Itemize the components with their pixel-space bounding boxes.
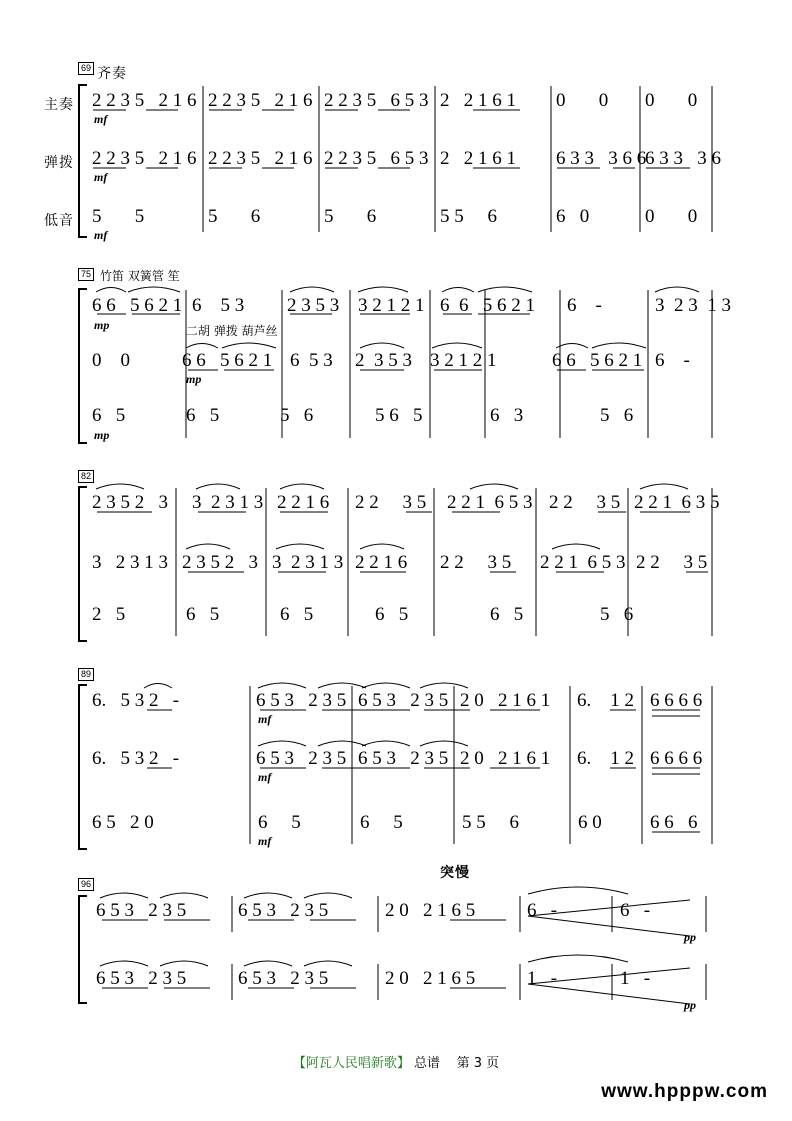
notes-lead-5-m1: 6 5 3 2 3 5 bbox=[96, 900, 187, 921]
notes-bass-2-m3: 5 6 bbox=[280, 405, 314, 426]
part-label-pluck-1: 弹拨 bbox=[44, 155, 74, 171]
notes-pluck-4-m4: 2 0 2 1 6 1 bbox=[460, 748, 551, 769]
notes-pluck-3-m4: 2 2 1 6 bbox=[355, 552, 408, 573]
dynamic-lead-2: mp bbox=[94, 318, 110, 332]
notes-lead-2-m2: 6 5 3 bbox=[192, 295, 245, 316]
notes-bass-3-m2: 6 5 bbox=[186, 604, 220, 625]
footer-title: 【阿瓦人民唱新歌】 bbox=[292, 1056, 410, 1071]
instrument-group-mid-2: 二胡 弹拨 葫芦丝 bbox=[186, 324, 278, 338]
notes-pluck-1-m2: 2 2 3 5 2 1 6 bbox=[208, 148, 313, 169]
notes-lead-2-m5: 6 6 5 6 2 1 bbox=[440, 295, 535, 316]
notes-lead-3-m5: 2 2 1 6 5 3 bbox=[447, 492, 533, 513]
notes-pluck-5-m3: 2 0 2 1 6 5 bbox=[385, 968, 476, 989]
notes-bass-4-m6: 6 6 6 bbox=[650, 812, 698, 833]
dynamic-pluck-1: mf bbox=[94, 170, 108, 184]
dynamic-pluck-2: mp bbox=[186, 372, 202, 386]
notes-pluck-3-m2: 2 3 5 2 3 bbox=[182, 552, 258, 573]
notes-pluck-4-m3: 6 5 3 2 3 5 bbox=[358, 748, 449, 769]
footer-kind: 总谱 bbox=[414, 1056, 441, 1071]
part-label-lead-1: 主奏 bbox=[44, 97, 74, 113]
notes-bass-2-m6: 5 6 bbox=[600, 405, 634, 426]
system-brace-2 bbox=[78, 288, 87, 444]
notes-bass-3-m5: 6 5 bbox=[490, 604, 524, 625]
system-number-89: 89 bbox=[78, 668, 94, 681]
notes-bass-1-m5: 6 0 bbox=[556, 206, 590, 227]
system-number-96: 96 bbox=[78, 878, 94, 891]
notes-pluck-3-m1: 3 2 3 1 3 bbox=[92, 552, 168, 573]
dynamic-pluck-5: pp bbox=[684, 998, 696, 1012]
style-marking-qizou: 齐奏 bbox=[97, 66, 127, 82]
notes-bass-3-m3: 6 5 bbox=[280, 604, 314, 625]
dynamic-bass-2: mp bbox=[94, 428, 110, 442]
notes-lead-4-m6: 6 6 6 6 bbox=[650, 690, 703, 711]
notes-lead-1-m6: 0 0 bbox=[645, 90, 698, 111]
watermark-url: www.hpppw.com bbox=[601, 1081, 768, 1102]
notes-lead-4-m2: 6 5 3 2 3 5 bbox=[256, 690, 347, 711]
notes-lead-5-m3: 2 0 2 1 6 5 bbox=[385, 900, 476, 921]
notes-lead-1-m5: 0 0 bbox=[556, 90, 609, 111]
notes-pluck-1-m4: 2 2 1 6 1 bbox=[440, 148, 516, 169]
notes-bass-1-m2: 5 6 bbox=[208, 206, 261, 227]
notes-lead-3-m2: 3 2 3 1 3 bbox=[192, 492, 264, 513]
notes-lead-2-m6: 6 - bbox=[567, 295, 602, 316]
system-number-75: 75 bbox=[78, 268, 94, 281]
notes-pluck-5-m5: 1 - bbox=[620, 968, 651, 989]
notes-pluck-1-m6: 6 3 3 3 6 bbox=[645, 148, 721, 169]
notes-pluck-2-m2: 6 6 5 6 2 1 bbox=[182, 350, 273, 371]
footer-page: 第 3 页 bbox=[456, 1056, 500, 1071]
notes-pluck-3-m6: 2 2 1 6 5 3 bbox=[540, 552, 626, 573]
notes-bass-3-m4: 6 5 bbox=[375, 604, 409, 625]
notes-pluck-5-m2: 6 5 3 2 3 5 bbox=[238, 968, 329, 989]
notes-pluck-4-m5: 6. 1 2 bbox=[577, 748, 634, 769]
notes-pluck-2-m5: 3 2 1 2 1 bbox=[430, 350, 497, 371]
notes-bass-2-m2: 6 5 bbox=[186, 405, 220, 426]
notes-bass-2-m4: 5 6 5 bbox=[375, 405, 423, 426]
notes-lead-3-m7: 2 2 1 6 3 5 bbox=[634, 492, 720, 513]
notes-bass-1-m4: 5 5 6 bbox=[440, 206, 497, 227]
notes-lead-2-m3: 2 3 5 3 bbox=[287, 295, 340, 316]
instrument-group-top-2: 竹笛 双簧管 笙 bbox=[100, 269, 180, 283]
notes-bass-1-m3: 5 6 bbox=[324, 206, 377, 227]
system-brace-4 bbox=[78, 684, 87, 850]
notes-pluck-2-m7: 6 - bbox=[655, 350, 690, 371]
notes-lead-3-m3: 2 2 1 6 bbox=[277, 492, 330, 513]
notes-pluck-2-m3: 6 5 3 bbox=[290, 350, 333, 371]
notes-bass-1-m1: 5 5 bbox=[92, 206, 145, 227]
notes-bass-2-m1: 6 5 bbox=[92, 405, 126, 426]
notes-pluck-1-m3: 2 2 3 5 6 5 3 bbox=[324, 148, 429, 169]
notes-pluck-4-m6: 6 6 6 6 bbox=[650, 748, 703, 769]
dynamic-lead-1: mf bbox=[94, 112, 108, 126]
tempo-marking-tuman: 突慢 bbox=[440, 865, 470, 881]
notes-pluck-2-m6: 6 6 5 6 2 1 bbox=[552, 350, 643, 371]
notes-bass-1-m6: 0 0 bbox=[645, 206, 698, 227]
notes-lead-2-m1: 6 6 5 6 2 1 bbox=[92, 295, 183, 316]
notes-lead-3-m1: 2 3 5 2 3 bbox=[92, 492, 168, 513]
notes-lead-2-m4: 3 2 1 2 1 bbox=[358, 295, 425, 316]
dynamic-bass-1: mf bbox=[94, 228, 108, 242]
system-number-69: 69 bbox=[78, 62, 94, 75]
dynamic-bass-4: mf bbox=[258, 834, 272, 848]
system-brace-1 bbox=[78, 84, 87, 238]
dynamic-lead-5: pp bbox=[684, 930, 696, 944]
notes-bass-4-m2: 6 5 bbox=[258, 812, 301, 833]
notes-bass-4-m1: 6 5 2 0 bbox=[92, 812, 154, 833]
system-number-82: 82 bbox=[78, 470, 94, 483]
dynamic-lead-4: mf bbox=[258, 712, 272, 726]
notes-bass-4-m3: 6 5 bbox=[360, 812, 403, 833]
page-footer bbox=[0, 1052, 792, 1071]
notes-pluck-5-m4: 1 - bbox=[527, 968, 558, 989]
notes-pluck-3-m7: 2 2 3 5 bbox=[636, 552, 708, 573]
notes-pluck-3-m3: 3 2 3 1 3 bbox=[272, 552, 344, 573]
notes-pluck-1-m5: 6 3 3 3 6 6 bbox=[556, 148, 647, 169]
notes-pluck-5-m1: 6 5 3 2 3 5 bbox=[96, 968, 187, 989]
notes-bass-4-m4: 5 5 6 bbox=[462, 812, 519, 833]
notes-lead-4-m5: 6. 1 2 bbox=[577, 690, 634, 711]
notes-bass-3-m1: 2 5 bbox=[92, 604, 126, 625]
dynamic-pluck-4: mf bbox=[258, 770, 272, 784]
notes-lead-2-m7: 3 2 3 1 3 bbox=[655, 295, 731, 316]
notes-pluck-4-m2: 6 5 3 2 3 5 bbox=[256, 748, 347, 769]
notes-lead-5-m5: 6 - bbox=[620, 900, 651, 921]
part-label-bass-1: 低音 bbox=[44, 213, 74, 229]
notes-lead-3-m4: 2 2 3 5 bbox=[355, 492, 427, 513]
notes-lead-1-m4: 2 2 1 6 1 bbox=[440, 90, 516, 111]
system-brace-5 bbox=[78, 895, 87, 1004]
notes-lead-1-m1: 2 2 3 5 2 1 6 bbox=[92, 90, 197, 111]
notes-pluck-1-m1: 2 2 3 5 2 1 6 bbox=[92, 148, 197, 169]
notes-lead-5-m2: 6 5 3 2 3 5 bbox=[238, 900, 329, 921]
system-brace-3 bbox=[78, 486, 87, 642]
notes-lead-3-m6: 2 2 3 5 bbox=[549, 492, 621, 513]
notes-pluck-2-m1: 0 0 bbox=[92, 350, 130, 371]
notes-lead-5-m4: 6 - bbox=[527, 900, 558, 921]
notes-lead-4-m3: 6 5 3 2 3 5 bbox=[358, 690, 449, 711]
notes-lead-1-m2: 2 2 3 5 2 1 6 bbox=[208, 90, 313, 111]
notes-pluck-4-m1: 6. 5 3 2 - bbox=[92, 748, 180, 769]
notes-pluck-2-m4: 2 3 5 3 bbox=[355, 350, 412, 371]
notes-lead-1-m3: 2 2 3 5 6 5 3 bbox=[324, 90, 429, 111]
notes-bass-3-m6: 5 6 bbox=[600, 604, 634, 625]
notes-bass-4-m5: 6 0 bbox=[578, 812, 602, 833]
notes-pluck-3-m5: 2 2 3 5 bbox=[440, 552, 512, 573]
notes-bass-2-m5: 6 3 bbox=[490, 405, 524, 426]
notes-lead-4-m1: 6. 5 3 2 - bbox=[92, 690, 180, 711]
notes-lead-4-m4: 2 0 2 1 6 1 bbox=[460, 690, 551, 711]
